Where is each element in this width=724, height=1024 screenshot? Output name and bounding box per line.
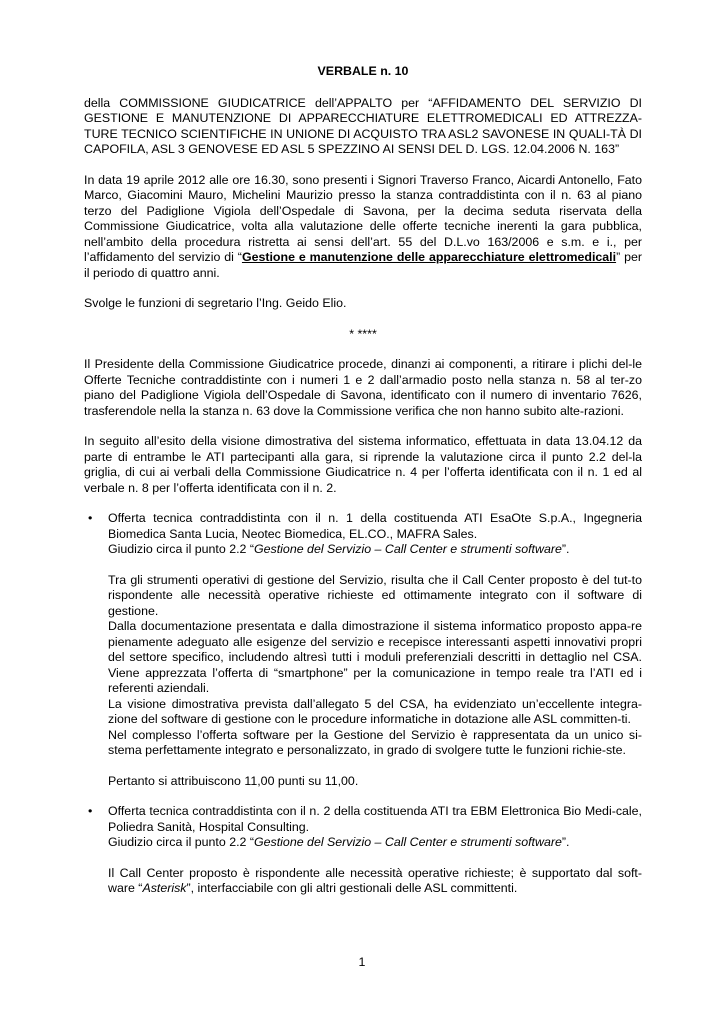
session-text-end: ” per il periodo di quattro anni.: [84, 250, 642, 280]
intro-paragraph: della COMMISSIONE GIUDICATRICE dell’APPALTO per “AFFIDAMENTO DEL SERVIZIO DI GESTIONE E MANUTENZIONE DI APPARECCHIATURE ELETTROMEDICALI ED ATTREZZA-TURE TECNICO SCIENTIFICHE IN UNIONE DI ACQUISTO TRA ASL2 SAVONESE IN QUALI-TÀ DI CAPOFILA, ASL 3 GENOVESE ED ASL 5 SPEZZINO AI SENSI DEL D. LGS. 12.04.2006 N. 163”: [84, 95, 642, 156]
offer-2-point: [108, 835, 642, 851]
offer-2-call-center-end: ”, interfacciabile con gli altri gestionali delle ASL committenti.: [186, 881, 518, 895]
offer-1-score: Pertanto si attribuiscono 11,00 punti su 11,00.: [108, 773, 359, 788]
offer-1-head: Offerta tecnica contraddistinta con il n. 1 della costituenda ATI EsaOte S.p.A., Ingegneria Biomedica Santa Lucia, Neotec Biomedica, EL.CO., MAFRA Sales.: [108, 511, 642, 541]
bullet-icon: •: [88, 511, 93, 525]
offer-2-point-title: Gestione del Servizio – Call Center e strumenti software: [254, 835, 562, 849]
service-name: Gestione e manutenzione delle apparecchiature elettromedicali: [241, 250, 617, 264]
secretary-paragraph: Svolge le funzioni di segretario l’Ing. Geido Elio.: [84, 296, 347, 310]
offer-2-call-center: [108, 866, 642, 897]
offer-2-item: [84, 804, 642, 897]
offer-2-call-center-text: Il Call Center proposto è rispondente alle necessità operative richieste; è supportato dal soft-ware “: [108, 865, 642, 895]
offer-1-documentation: Dalla documentazione presentata e dalla dimostrazione il sistema informatico proposto appa-re pienamente adeguato alle esigenze del servizio e recepisce interessanti aspetti innovativi propri del settore specifico, includendo altresì tutti i moduli preferenziali descritti in dettaglio nel CSA. Viene apprezzata l’offerta di “smartphone” per la comunicazione in tempo reale tra l’ATI ed i referenti aziendali.: [108, 619, 642, 695]
page-title: VERBALE n. 10: [317, 64, 409, 78]
offer-1-point-end: ”.: [561, 542, 570, 556]
offer-2-software-name: Asterisk: [142, 881, 187, 895]
bullet-icon: •: [88, 804, 93, 818]
offer-1-demo: La visione dimostrativa prevista dall’allegato 5 del CSA, ha evidenziato un’eccellente integra-zione del software di gestione con le procedure informatiche in dotazione alle ASL committen-ti.: [108, 696, 642, 726]
offer-1-point: [108, 542, 642, 558]
offer-1-call-center: Tra gli strumenti operativi di gestione del Servizio, risulta che il Call Center proposto è del tut-to rispondente alle necessità operative richieste ed ottimamente integrato con il software di gestione.: [108, 572, 642, 618]
demo-paragraph: In seguito all’esito della visione dimostrativa del sistema informatico, effettuata in data 13.04.12 da parte di entrambe le ATI partecipanti alla gara, si riprende la valutazione circa il punto 2.2 del-la griglia, di cui ai verbali della Commissione Giudicatrice n. 4 per l’offerta identificata con il n. 1 ed al verbale n. 8 per l’offerta identificata con il n. 2.: [84, 434, 642, 495]
page-number: 1: [358, 955, 366, 969]
offer-2-point-end: ”.: [561, 835, 570, 849]
offer-1-summary: Nel complesso l’offerta software per la Gestione del Servizio è rappresentata da un unico si-stema perfettamente integrato e personalizzato, in grado di svolgere tutte le funzioni richie-ste.: [108, 727, 642, 757]
offer-2-point-text: Giudizio circa il punto 2.2 “: [108, 835, 255, 849]
document-page: [84, 64, 642, 897]
president-paragraph: Il Presidente della Commissione Giudicatrice procede, dinanzi ai componenti, a ritirare i plichi del-le Offerte Tecniche contraddistinte con i numeri 1 e 2 dall’armadio posto nella stanza n. 58 al ter-zo piano del Padiglione Vigiola dell’Ospedale di Savona, identificato con il numero di inventario 7626, trasferendole nella la stanza n. 63 dove la Commissione verifica che non hanno subito alte-razioni.: [84, 357, 642, 418]
session-text: In data 19 aprile 2012 alle ore 16.30, sono presenti i Signori Traverso Franco, Aicardi Antonello, Fato Marco, Giacomini Mauro, Michelini Maurizio presso la stanza contraddistinta con il n. 63 al piano terzo del Padiglione Vigiola dell’Ospedale di Savona, per la decima seduta riservata della Commissione Giudicatrice, volta alla valutazione delle offerte tecniche inerenti la gara pubblica, nell’ambito della procedura ristretta ai sensi dell’art. 55 del D.L.vo 163/2006 e s.m. e i., per l’affidamento del servizio di “: [84, 172, 642, 264]
separator: * ****: [349, 326, 377, 341]
offer-1-item: [84, 511, 642, 789]
session-paragraph: [84, 173, 642, 282]
offer-2-head: Offerta tecnica contraddistinta con il n. 2 della costituenda ATI tra EBM Elettronica Bio Medi-cale, Poliedra Sanità, Hospital Consulting.: [108, 804, 642, 834]
offer-1-point-title: Gestione del Servizio – Call Center e strumenti software: [254, 542, 562, 556]
offer-1-point-text: Giudizio circa il punto 2.2 “: [108, 542, 255, 556]
